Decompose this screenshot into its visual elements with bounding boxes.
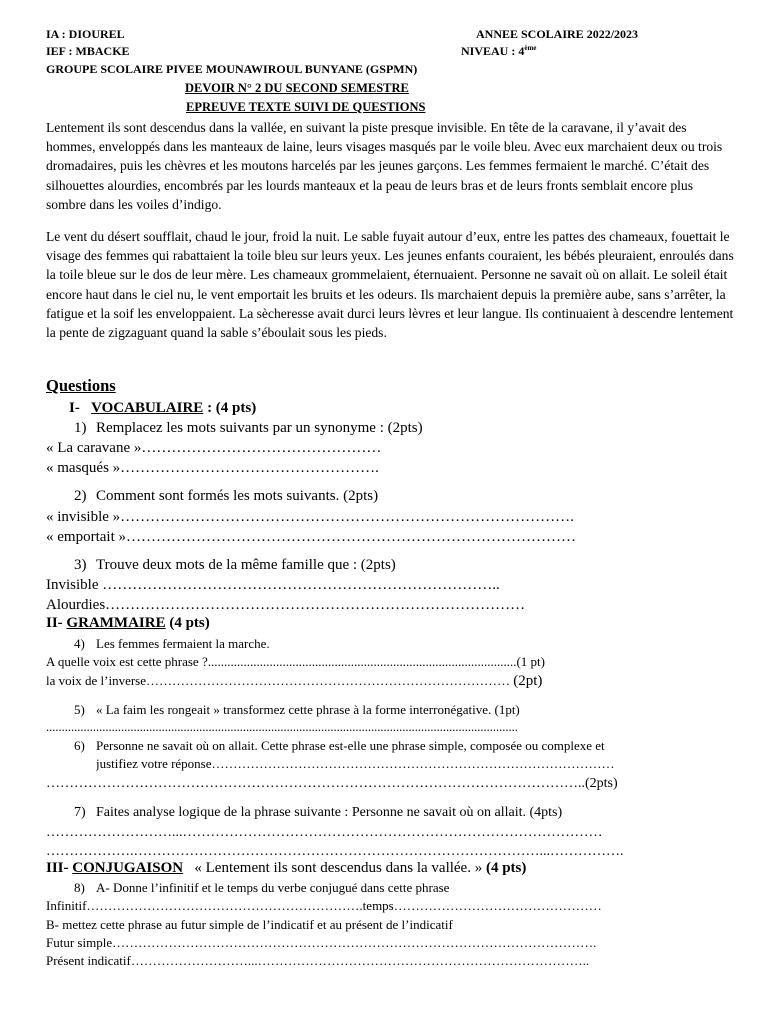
answer-line-invisible: « invisible »………………………………………………………………………………. [46,509,574,525]
question-text: Trouve deux mots de la même famille que : (2pts) [96,557,396,573]
answer-line-interronegative: ....................................................................................................................................................... [46,720,518,734]
question-5 [74,702,520,718]
ia-label: IA : DIOUREL [46,27,125,41]
question-7 [74,804,562,821]
answer-line-justify-2: ……………………………………………………………………………………………………..(2pts) [46,776,618,791]
section-points: (4 pts) [165,615,210,631]
question-4 [74,636,270,652]
answer-points: (2pt) [513,673,543,689]
question-text: « La faim les rongeait » transformez cette phrase à la forme interronégative. (1pt) [96,702,520,717]
section-conjugaison [46,859,526,877]
question-text: A- Donne l’infinitif et le temps du verbe conjugué dans cette phrase [96,880,450,895]
section-grammaire [46,614,210,632]
answer-line-invisible-family: Invisible …………………………………………………………………….. [46,577,500,593]
school-year: ANNEE SCOLAIRE 2022/2023 [476,27,639,41]
question-number: 5) [74,702,85,717]
answer-line-analyse-2: ……………….……………………………………………………………………………...……………. [46,844,624,859]
answer-line-inverse [46,673,542,689]
school-group: GROUPE SCOLAIRE PIVEE MOUNAWIROUL BUNYANE (GSPMN) [46,62,418,76]
answer-line-emportait: « emportait »……………………………………………………………………………… [46,529,576,545]
question-number: 6) [74,738,85,753]
section-points: (4 pts) [482,860,527,876]
questions-heading: Questions [46,376,116,395]
conj-sentence: « Lentement ils sont descendus dans la vallée. » [190,860,483,876]
question-number: 7) [74,805,86,820]
question-number: 3) [74,557,87,573]
question-number: 8) [74,880,85,895]
question-8 [74,880,449,896]
question-text: Personne ne savait où on allait. Cette phrase est-elle une phrase simple, composée ou complexe et [96,738,605,753]
section-roman: III- [46,860,69,876]
question-text: Les femmes fermaient la marche. [96,636,270,651]
question-text: Remplacez les mots suivants par un synonyme : (2pts) [96,420,423,436]
question-6 [74,738,605,754]
answer-line-voix: A quelle voix est cette phrase ?...............................................................................................(1 pt) [46,654,545,669]
question-text: Comment sont formés les mots suivants. (2pts) [96,488,379,504]
question-number: 4) [74,636,85,651]
level-text: NIVEAU : 4 [461,44,525,58]
ief-label: IEF : MBACKE [46,44,130,58]
level-sup: ème [524,44,537,52]
instruction-futur-present: B- mettez cette phrase au futur simple de l’indicatif et au présent de l’indicatif [46,917,453,932]
section-vocabulaire [69,399,256,417]
exam-title: DEVOIR N° 2 DU SECOND SEMESTRE [185,81,409,95]
question-number: 2) [74,488,87,504]
answer-line-futur: Futur simple…………………………………………………………………………………………………. [46,935,597,950]
answer-line-caravane: « La caravane »………………………………………… [46,440,382,456]
question-3 [74,556,396,574]
question-1 [74,419,423,437]
question-text: Faites analyse logique de la phrase suivante : Personne ne savait où on allait. (4pts) [96,805,563,820]
answer-line-alourdies-family: Alourdies………………………………………………………………………… [46,597,526,613]
answer-line-present: Présent indicatif………………………...………………………………………………………………….. [46,953,590,968]
answer-line-analyse-1: ………………………...……………………………………………………………………………… [46,825,603,840]
section-title: GRAMMAIRE [66,615,166,631]
question-number: 1) [74,420,87,436]
answer-line-infinitif: Infinitif……………………………………………………….temps………………………………………… [46,898,602,913]
answer-text: la voix de l’inverse………………………………………………………………………… [46,673,514,688]
exam-subtitle: EPREUVE TEXTE SUIVI DE QUESTIONS [186,100,426,114]
level-label [461,44,536,58]
section-roman: I- [69,400,80,416]
question-2 [74,487,378,505]
text-paragraph-2: Le vent du désert soufflait, chaud le jour, froid la nuit. Le sable fuyait autour d’eux, entre les pattes des chameaux, fouettait le visage des femmes qui rabattaient la toile bleu sur leurs yeux. Les jeunes enfants couraient, les bébés pleuraient, enroulés dans la toile bleue sur le dos de leur mère. Les chameaux grommelaient, éternuaient. Personne ne savait où on allait. Le soleil était encore haut dans le ciel nu, le vent emportait les bruits et les odeurs. Ils marchaient depuis la première aube, sans s’arrêter, la fatigue et la soif les enveloppaient. La sècheresse avait durci leurs lèvres et leur langue. Ils continuaient à descendre lentement la pente de zigzaguant quand la sable s’éboulait sous les pieds. [46,229,734,341]
text-paragraph-1: Lentement ils sont descendus dans la vallée, en suivant la piste presque invisible. En tête de la caravane, il y’avait des hommes, enveloppés dans les manteaux de laine, leurs visages masqués par le voile bleu. Avec eux marchaient deux ou trois dromadaires, puis les chèvres et les moutons harcelés par les jeunes garçons. Les femmes fermaient le marché. C’était des silhouettes alourdies, encombrés par les lourds manteaux et la peau de leurs bras et de leurs fronts semblait encore plus sombre dans les voiles d’indigo. [46,120,723,212]
section-points: : (4 pts) [203,400,257,416]
answer-line-masques: « masqués »……………………………………………. [46,460,379,476]
section-title: CONJUGAISON [72,860,184,876]
section-roman: II- [46,615,63,631]
answer-line-justify: justifiez votre réponse………………………………………………………………………………… [96,756,615,771]
section-title: VOCABULAIRE [91,400,204,416]
